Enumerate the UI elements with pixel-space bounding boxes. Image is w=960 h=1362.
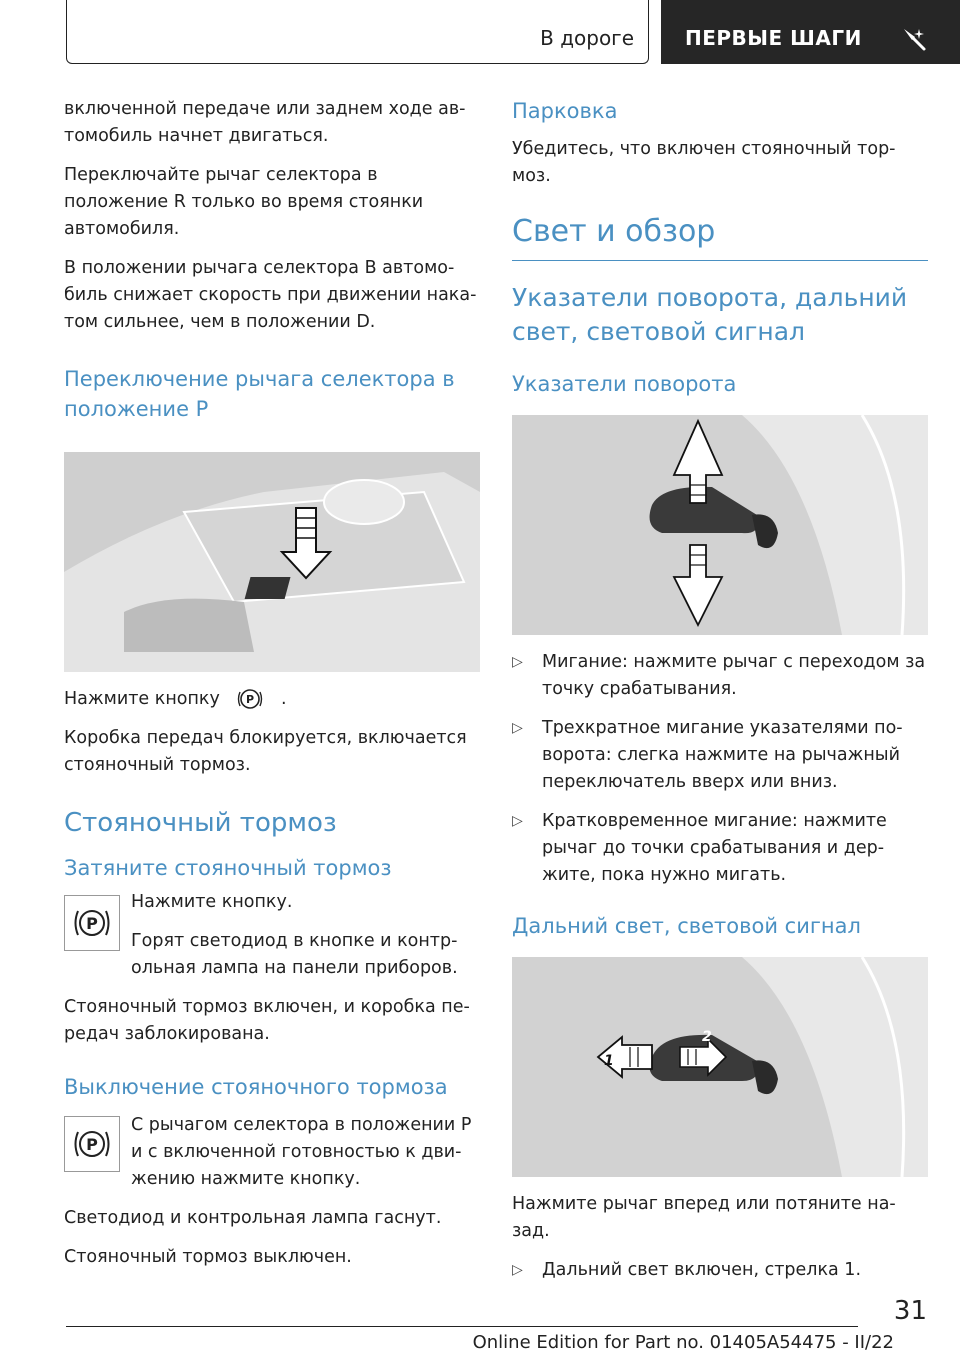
brake-button-icon-box	[64, 895, 120, 951]
text-gearbox-locked: Коробка передач блокируется, включается стояночный тормоз.	[64, 728, 467, 775]
text-release-led: Светодиод и контрольная лампа гаснут.	[64, 1208, 442, 1228]
footer-edition: Online Edition for Part no. 01405A54475 - II/22	[472, 1332, 894, 1353]
text-apply-led: Горят светодиод в кнопке и контр-ольная лампа на панели приборов.	[131, 931, 458, 978]
heading-apply-brake: Затяните стояночный тормоз	[64, 856, 392, 880]
turn-signal-bullets	[512, 649, 928, 889]
console-illustration	[64, 452, 480, 672]
bullet-triangle-icon: ▷	[512, 654, 523, 670]
arrow-1-label: 1	[604, 1053, 614, 1069]
list-item	[512, 715, 928, 796]
heading-release-brake: Выключение стояночного тормоза	[64, 1075, 448, 1099]
text-release-result: Стояночный тормоз выключен.	[64, 1247, 352, 1267]
bullet-text: Кратковременное мигание: нажмите рычаг до точки срабатывания и дер-жите, пока нужно мигать.	[542, 811, 887, 885]
text-press-p-button	[64, 686, 480, 713]
brake-button-icon-box-2	[64, 1116, 120, 1172]
header-chapter-title: ПЕРВЫЕ ШАГИ	[685, 26, 862, 50]
press-button-label: Нажмите кнопку	[64, 689, 220, 709]
bullet-triangle-icon: ▷	[512, 720, 523, 736]
right-column	[512, 96, 928, 1296]
svg-text:P: P	[86, 914, 98, 933]
svg-text:P: P	[86, 1135, 98, 1154]
heading-parking: Парковка	[512, 99, 618, 123]
text-high-beam: Нажмите рычаг вперед или потяните на-зад.	[512, 1194, 896, 1241]
heading-light-view: Свет и обзор	[512, 212, 928, 261]
arrow-2-label: 2	[702, 1029, 712, 1045]
bullet-triangle-icon: ▷	[512, 1262, 523, 1278]
svg-text:P: P	[246, 693, 255, 706]
header-chapter-box	[661, 0, 960, 64]
high-beam-illustration	[512, 957, 928, 1177]
text-parking: Убедитесь, что включен стояночный тор-моз.	[512, 139, 896, 186]
image-turn-signal-lever	[512, 415, 928, 635]
parking-brake-icon	[70, 905, 114, 941]
list-item	[512, 1257, 928, 1284]
release-brake-block	[64, 1112, 480, 1193]
left-column	[64, 96, 480, 1283]
text-apply-press: Нажмите кнопку.	[131, 892, 293, 912]
image-park-button-console	[64, 452, 480, 672]
first-steps-icon	[901, 26, 927, 52]
footer-divider	[66, 1326, 858, 1327]
heading-select-park: Переключение рычага селектора в положение P	[64, 367, 455, 421]
text-release: С рычагом селектора в положении P и с включенной готовностью к дви-жению нажмите кнопку.	[131, 1115, 472, 1189]
image-high-beam-lever	[512, 957, 928, 1177]
heading-high-beam: Дальний свет, световой сигнал	[512, 914, 861, 938]
bullet-text: Мигание: нажмите рычаг с переходом за точку срабатывания.	[542, 652, 926, 699]
heading-parking-brake: Стояночный тормоз	[64, 808, 337, 838]
heading-turn-signals: Указатели поворота	[512, 372, 737, 396]
apply-brake-block	[64, 889, 480, 982]
turn-lever-illustration	[512, 415, 928, 635]
press-button-end: .	[281, 689, 287, 709]
p-button-icon	[235, 687, 265, 711]
parking-brake-icon	[70, 1126, 114, 1162]
bullet-triangle-icon: ▷	[512, 813, 523, 829]
text-b-mode: В положении рычага селектора B автомо-биль снижает скорость при движении нака-том сильнее, чем в положении D.	[64, 258, 477, 332]
header-section-title: В дороге	[540, 26, 634, 50]
header-section-box	[66, 0, 649, 64]
text-apply-result: Стояночный тормоз включен, и коробка пе-редач заблокирована.	[64, 997, 470, 1044]
list-item	[512, 808, 928, 889]
bullet-text: Трехкратное мигание указателями по-ворота: слегка нажмите на рычажный переключатель вверх или вниз.	[542, 718, 903, 792]
page-number: 31	[893, 1296, 927, 1326]
bullet-text: Дальний свет включен, стрелка 1.	[542, 1260, 862, 1280]
heading-turn-high-beam: Указатели поворота, дальний свет, световой сигнал	[512, 283, 908, 346]
text-reverse-hint: Переключайте рычаг селектора в положение R только во время стоянки автомобиля.	[64, 165, 424, 239]
text-drive-warning: включенной передаче или заднем ходе ав-томобиль начнет двигаться.	[64, 99, 466, 146]
list-item	[512, 649, 928, 703]
